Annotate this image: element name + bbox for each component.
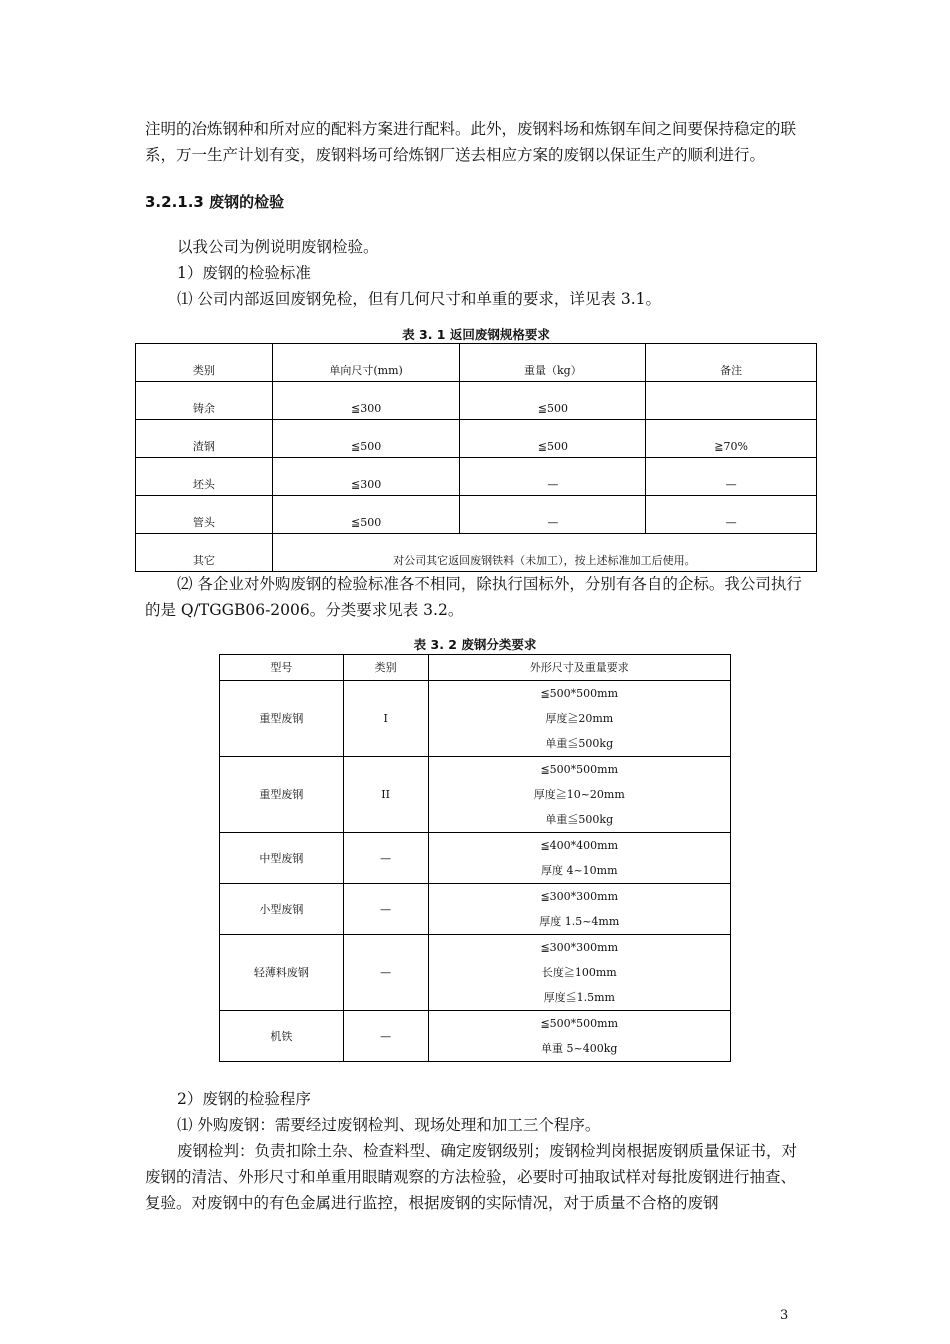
table-cell: 渣钢 (136, 420, 273, 458)
table-cell: — (460, 458, 646, 496)
spec-cell (428, 884, 730, 935)
table-cell-note: 对公司其它返回废钢铁料（未加工），按上述标准加工后使用。 (272, 534, 816, 572)
spec-line: 厚度 1.5~4mm (539, 915, 620, 928)
table-cell: 机铁 (220, 1011, 344, 1062)
header-cell: 类别 (343, 655, 428, 681)
paragraph-example: 以我公司为例说明废钢检验。 (177, 238, 379, 256)
table-cell: II (343, 757, 428, 833)
table-cell: ≦500 (272, 420, 460, 458)
table-cell: — (343, 1011, 428, 1062)
spec-line: ≦500*500mm (540, 687, 619, 700)
paragraph-external-scrap: ⑵ 各企业对外购废钢的检验标准各不相同，除执行国标外，分别有各自的企标。我公司执行的是 Q/TGGB06-2006。分类要求见表 3.2。 (145, 575, 802, 619)
paragraph-purchased-scrap: ⑴ 外购废钢：需要经过废钢检判、现场处理和加工三个程序。 (177, 1116, 601, 1134)
intro-paragraph: 注明的冶炼钢种和所对应的配料方案进行配料。此外，废钢料场和炼钢车间之间要保持稳定的联系，万一生产计划有变，废钢料场可给炼钢厂送去相应方案的废钢以保证生产的顺利进行。 (145, 120, 797, 164)
table-cell: ≦500 (460, 420, 646, 458)
table-cell: ≧70% (646, 420, 817, 458)
table-cell: — (343, 833, 428, 884)
table-cell: — (646, 458, 817, 496)
spec-line: 单重≦500kg (545, 813, 614, 826)
table-row (136, 458, 817, 496)
spec-cell (428, 1011, 730, 1062)
table-cell: 重型废钢 (220, 757, 344, 833)
table-cell: 管头 (136, 496, 273, 534)
table-cell: 坯头 (136, 458, 273, 496)
header-cell: 外形尺寸及重量要求 (428, 655, 730, 681)
table-cell: — (646, 496, 817, 534)
header-cell: 备注 (646, 344, 817, 382)
table-cell: I (343, 681, 428, 757)
spec-line: 长度≧100mm (541, 966, 617, 979)
table-row (136, 420, 817, 458)
table-row (220, 757, 731, 833)
spec-line: ≦500*500mm (540, 763, 619, 776)
table-cell: 中型废钢 (220, 833, 344, 884)
spec-line: 单重≦500kg (545, 737, 614, 750)
spec-cell (428, 681, 730, 757)
spec-line: 厚度 4~10mm (540, 864, 618, 877)
table-cell: 重型废钢 (220, 681, 344, 757)
table-row (136, 382, 817, 420)
table-cell: 其它 (136, 534, 273, 572)
table-cell: 小型废钢 (220, 884, 344, 935)
spec-line: 厚度≧10~20mm (533, 788, 625, 801)
page-number: 3 (780, 1308, 789, 1323)
spec-line: ≦500*500mm (540, 1017, 619, 1030)
table-row (220, 1011, 731, 1062)
spec-line: ≦300*300mm (540, 890, 619, 903)
table-row (220, 833, 731, 884)
spec-line: 厚度≦1.5mm (543, 991, 615, 1004)
table-row (136, 496, 817, 534)
spec-cell (428, 833, 730, 884)
table-cell: — (343, 935, 428, 1011)
section-heading: 3.2.1.3 废钢的检验 (145, 193, 285, 211)
table-scrap-classification (219, 654, 731, 1062)
table-cell: 轻薄料废钢 (220, 935, 344, 1011)
table-return-scrap-spec (135, 343, 817, 572)
header-cell: 重量（kg） (460, 344, 646, 382)
table-header-row (220, 655, 731, 681)
table-cell: ≦500 (460, 382, 646, 420)
spec-line: 厚度≧20mm (545, 712, 614, 725)
table-cell (646, 382, 817, 420)
table-cell: — (343, 884, 428, 935)
paragraph-inspection: 废钢检判：负责扣除土杂、检查料型、确定废钢级别；废钢检判岗根据废钢质量保证书，对废钢的清洁、外形尺寸和单重用眼睛观察的方法检验，必要时可抽取试样对每批废钢进行抽查、复验。对废钢中的有色金属进行监控，根据废钢的实际情况，对于质量不合格的废钢 (145, 1142, 798, 1212)
paragraph-standard-title: 1）废钢的检验标准 (177, 264, 311, 282)
table-row (220, 884, 731, 935)
table-cell: 铸余 (136, 382, 273, 420)
spec-line: 单重 5~400kg (541, 1042, 618, 1055)
header-cell: 类别 (136, 344, 273, 382)
paragraph-internal-scrap: ⑴ 公司内部返回废钢免检，但有几何尺寸和单重的要求，详见表 3.1。 (177, 290, 662, 308)
table-row-other (136, 534, 817, 572)
table-row (220, 681, 731, 757)
table-cell: ≦300 (272, 458, 460, 496)
table2-caption: 表 3. 2 废钢分类要求 (413, 637, 537, 652)
header-cell: 型号 (220, 655, 344, 681)
spec-cell (428, 935, 730, 1011)
table-row (220, 935, 731, 1011)
spec-cell (428, 757, 730, 833)
spec-line: ≦300*300mm (540, 941, 619, 954)
table-cell: — (460, 496, 646, 534)
table1-caption: 表 3. 1 返回废钢规格要求 (402, 327, 550, 342)
header-cell: 单向尺寸(mm) (272, 344, 460, 382)
table-cell: ≦500 (272, 496, 460, 534)
spec-line: ≦400*400mm (540, 839, 619, 852)
table-header-row (136, 344, 817, 382)
table-cell: ≦300 (272, 382, 460, 420)
paragraph-procedure-title: 2）废钢的检验程序 (177, 1090, 311, 1108)
